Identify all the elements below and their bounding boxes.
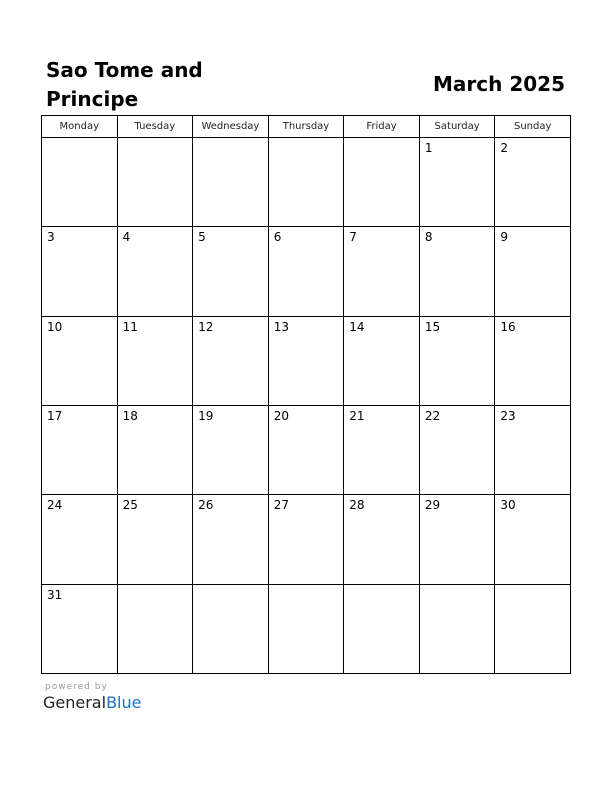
day-cell — [419, 405, 495, 494]
day-cell — [193, 316, 269, 405]
brand-general: General — [43, 693, 107, 712]
day-number — [269, 585, 344, 588]
powered-by-label: powered by — [45, 682, 108, 692]
day-cell — [344, 227, 420, 316]
day-number: 24 — [47, 498, 63, 513]
week-row — [42, 495, 571, 584]
day-cell — [117, 584, 193, 673]
day-cell — [193, 138, 269, 227]
weekday-thursday: Thursday — [268, 116, 344, 138]
day-cell — [193, 584, 269, 673]
day-number: 2 — [500, 141, 509, 155]
day-cell — [268, 405, 344, 494]
generalblue-logo[interactable] — [43, 682, 141, 712]
weekday-wednesday: Wednesday — [193, 116, 269, 138]
week-row — [42, 584, 571, 673]
calendar-grid — [41, 115, 571, 674]
day-number: 3 — [47, 230, 55, 245]
day-cell — [495, 316, 571, 405]
weekday-monday: Monday — [42, 116, 118, 138]
weekday-sunday: Sunday — [495, 116, 571, 138]
day-cell — [193, 495, 269, 584]
day-cell — [495, 584, 571, 673]
day-cell — [268, 495, 344, 584]
day-number: 13 — [273, 319, 289, 334]
day-number: 21 — [349, 408, 365, 423]
day-number — [344, 585, 419, 588]
day-number: 31 — [47, 587, 63, 602]
day-number — [193, 138, 268, 141]
day-number — [118, 138, 193, 141]
day-number: 10 — [47, 319, 63, 334]
day-cell — [419, 316, 495, 405]
day-number: 23 — [500, 408, 516, 423]
day-number: 27 — [273, 498, 289, 513]
day-number: 29 — [424, 498, 441, 513]
day-cell — [268, 316, 344, 405]
day-number — [118, 585, 193, 588]
weekday-friday: Friday — [344, 116, 420, 138]
weekday-header-row — [42, 116, 571, 138]
day-cell — [117, 405, 193, 494]
day-number: 4 — [122, 230, 131, 245]
month-title: March 2025 — [433, 72, 565, 96]
day-cell — [344, 138, 420, 227]
day-cell — [495, 495, 571, 584]
day-number: 15 — [424, 319, 441, 334]
day-cell — [193, 227, 269, 316]
day-number: 12 — [198, 319, 214, 334]
week-row — [42, 405, 571, 494]
day-number: 30 — [500, 498, 516, 513]
day-cell — [117, 227, 193, 316]
day-cell — [42, 495, 118, 584]
day-number: 8 — [424, 230, 433, 245]
week-row — [42, 316, 571, 405]
day-number: 20 — [273, 408, 289, 423]
day-number: 1 — [424, 141, 433, 155]
day-number — [495, 585, 570, 588]
day-cell — [344, 584, 420, 673]
day-cell — [495, 227, 571, 316]
day-number: 28 — [349, 498, 365, 513]
day-cell — [419, 495, 495, 584]
brand-blue: Blue — [106, 693, 142, 712]
week-row — [42, 138, 571, 227]
day-number — [42, 138, 117, 141]
day-number: 19 — [198, 408, 214, 423]
day-cell — [117, 316, 193, 405]
day-cell — [117, 138, 193, 227]
day-number — [420, 585, 495, 588]
day-cell — [344, 405, 420, 494]
day-cell — [193, 405, 269, 494]
day-number: 17 — [47, 408, 63, 423]
day-number: 14 — [349, 319, 365, 334]
day-number: 16 — [500, 319, 516, 334]
day-number — [269, 138, 344, 141]
day-number: 22 — [424, 408, 441, 423]
day-number — [344, 138, 419, 141]
day-number: 7 — [349, 230, 357, 245]
day-number: 11 — [122, 319, 138, 334]
day-cell — [268, 138, 344, 227]
weekday-saturday: Saturday — [419, 116, 495, 138]
day-cell — [268, 584, 344, 673]
day-number — [193, 585, 268, 588]
day-number: 9 — [500, 230, 509, 245]
day-number: 5 — [198, 230, 206, 245]
week-row — [42, 227, 571, 316]
day-cell — [42, 227, 118, 316]
day-cell — [42, 316, 118, 405]
day-number: 18 — [122, 408, 138, 423]
day-cell — [419, 227, 495, 316]
day-cell — [495, 405, 571, 494]
brand-name — [43, 693, 141, 712]
day-number: 6 — [273, 230, 282, 245]
day-cell — [42, 584, 118, 673]
day-cell — [495, 138, 571, 227]
day-cell — [42, 405, 118, 494]
day-number: 26 — [198, 498, 214, 513]
country-title: Sao Tome and Principe — [46, 58, 203, 111]
day-cell — [344, 316, 420, 405]
day-cell — [419, 584, 495, 673]
day-cell — [419, 138, 495, 227]
day-cell — [42, 138, 118, 227]
day-cell — [117, 495, 193, 584]
day-number: 25 — [122, 498, 138, 513]
day-cell — [344, 495, 420, 584]
weekday-tuesday: Tuesday — [117, 116, 193, 138]
day-cell — [268, 227, 344, 316]
